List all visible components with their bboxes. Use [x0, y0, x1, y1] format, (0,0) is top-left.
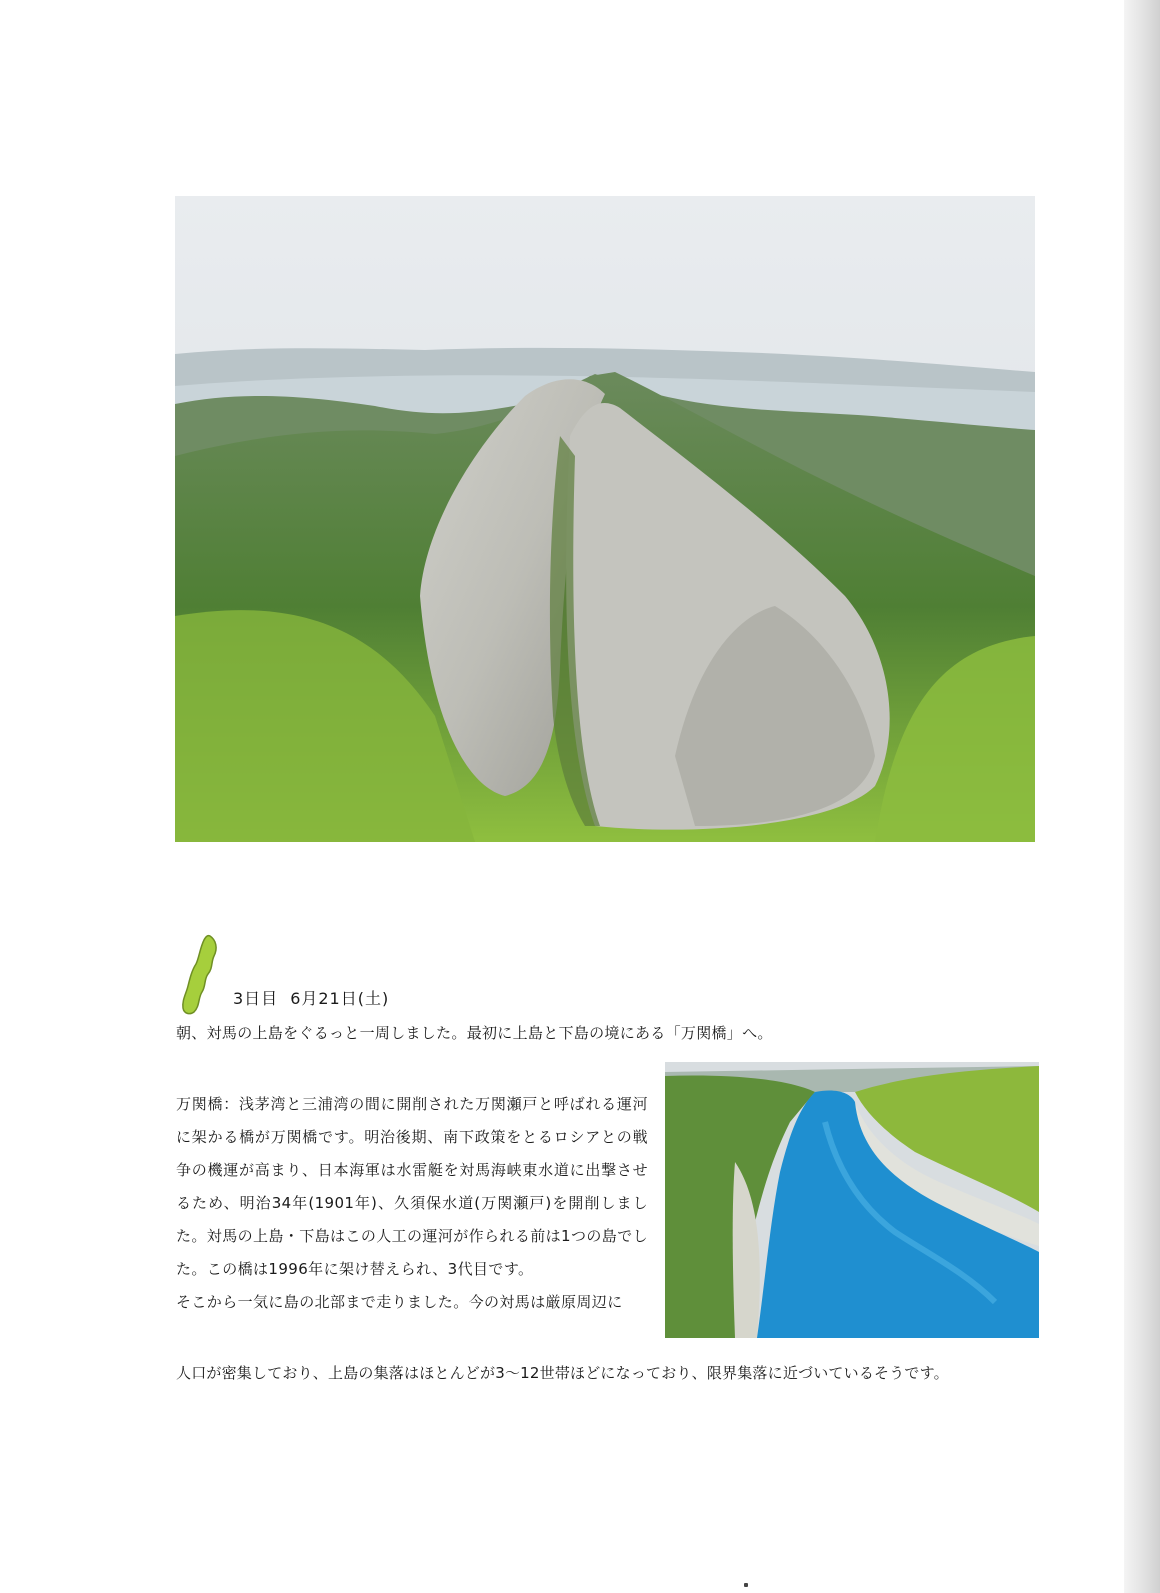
day-heading [233, 986, 389, 1009]
tsushima-island-icon [180, 934, 220, 1016]
bridge-description [176, 1088, 648, 1319]
intro-text: 朝、対馬の上島をぐるっと一周しました。最初に上島と下島の境にある「万関橋」へ。 [176, 1024, 773, 1042]
scan-page-edge [1124, 0, 1160, 1593]
day-label: 3日目 [233, 989, 279, 1008]
canal-photo [665, 1062, 1039, 1338]
north-drive-paragraph: そこから一気に島の北部まで走りました。今の対馬は厳原周辺に [176, 1293, 623, 1311]
date-label: 6月21日(土) [290, 989, 390, 1008]
scan-mark [744, 1583, 748, 1587]
mountain-rock-photo [175, 196, 1035, 842]
closing-text: 人口が密集しており、上島の集落はほとんどが3～12世帯ほどになっており、限界集落に近づいているそうです。 [176, 1364, 949, 1382]
bridge-paragraph: 万関橋：浅茅湾と三浦湾の間に開削された万関瀬戸と呼ばれる運河に架かる橋が万関橋です。明治後期、南下政策をとるロシアとの戦争の機運が高まり、日本海軍は水雷艇を対馬海峡東水道に出撃させるため、明治34年(1901年)、久須保水道(万関瀬戸)を開削しました。対馬の上島・下島はこの人工の運河が作られる前は1つの島でした。この橋は1996年に架け替えられ、3代目です。 [176, 1095, 648, 1278]
